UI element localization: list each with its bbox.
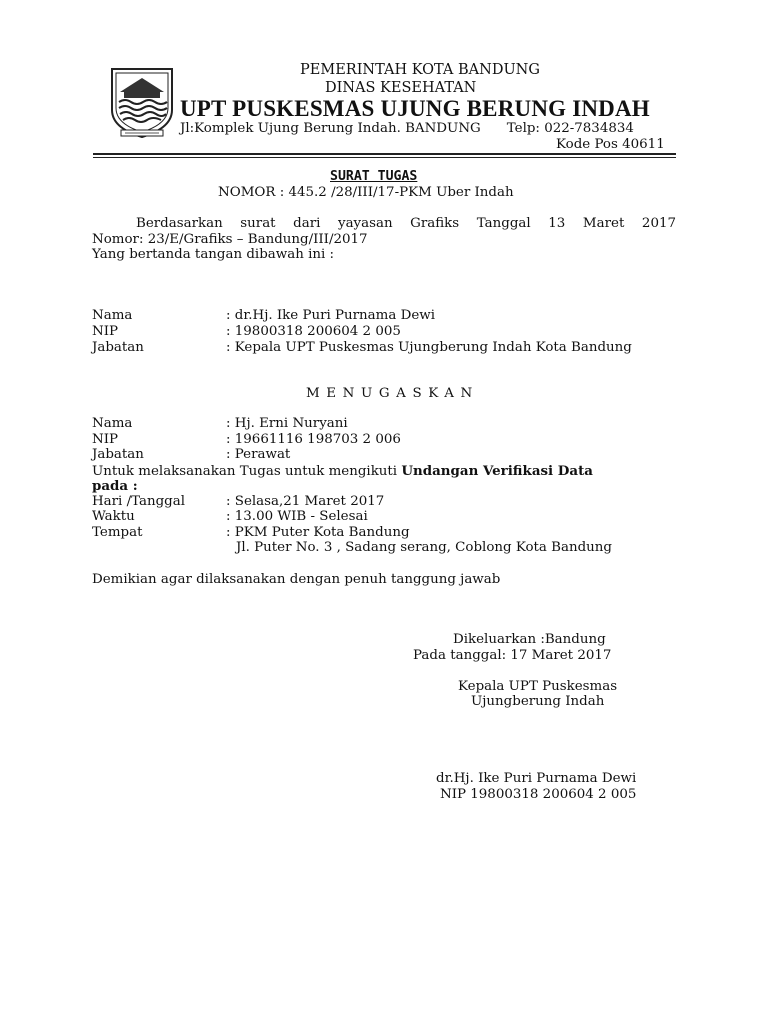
event-date-value: : Selasa,21 Maret 2017 [226, 494, 385, 509]
intro-word: Grafiks [410, 216, 460, 231]
signer-name-value: : dr.Hj. Ike Puri Purnama Dewi [226, 308, 436, 323]
header-phone: Telp: 022-7834834 [506, 121, 634, 136]
header-address: Jl:Komplek Ujung Berung Indah. BANDUNG [180, 121, 481, 136]
signer-nip: NIP 19800318 200604 2 005 [440, 787, 637, 802]
header-postcode: Kode Pos 40611 [556, 137, 665, 152]
header-contact [180, 121, 634, 136]
intro-word: dari [293, 216, 321, 231]
event-time-label: Waktu [92, 509, 135, 524]
issued-place: Dikeluarkan :Bandung [453, 632, 606, 647]
signer-nip-value: : 19800318 200604 2 005 [226, 324, 401, 339]
assign-heading: MENUGASKAN [306, 386, 479, 401]
assignee-position-value: : Perawat [226, 447, 291, 462]
document-title: SURAT TUGAS [330, 169, 418, 184]
city-crest-icon [107, 66, 177, 140]
assignee-nip-value: : 19661116 198703 2 006 [226, 432, 401, 447]
header-divider-thin [93, 157, 676, 158]
event-time-value: : 13.00 WIB - Selesai [226, 509, 368, 524]
intro-word: Berdasarkan [136, 216, 223, 231]
intro-line-1 [92, 216, 676, 232]
intro-word: Tanggal [476, 216, 531, 231]
header-department: DINAS KESEHATAN [325, 80, 477, 96]
task-description [92, 463, 593, 480]
signer-name-label: Nama [92, 308, 133, 323]
task-prefix: Untuk melaksanakan Tugas untuk mengikuti [92, 464, 402, 479]
header-government: PEMERINTAH KOTA BANDUNG [300, 62, 540, 78]
issued-date: Pada tanggal: 17 Maret 2017 [413, 648, 612, 663]
signer-nip-label: NIP [92, 324, 119, 339]
intro-line-3: Yang bertanda tangan dibawah ini : [92, 247, 335, 262]
event-place-value: : PKM Puter Kota Bandung [226, 525, 410, 540]
event-address: Jl. Puter No. 3 , Sadang serang, Coblong Kota Bandung [236, 540, 613, 555]
document-number: NOMOR : 445.2 /28/III/17-PKM Uber Indah [218, 185, 514, 200]
intro-line-2: Nomor: 23/E/Grafiks – Bandung/III/2017 [92, 232, 368, 247]
intro-word: 2017 [641, 216, 676, 231]
header-institution: UPT PUSKESMAS UJUNG BERUNG INDAH [180, 96, 650, 121]
intro-word: surat [240, 216, 276, 231]
signer-position-line-2: Ujungberung Indah [471, 694, 605, 709]
signer-position-line-1: Kepala UPT Puskesmas [458, 679, 618, 694]
intro-word: 13 [548, 216, 566, 231]
signer-name: dr.Hj. Ike Puri Purnama Dewi [436, 771, 637, 786]
intro-word: Maret [582, 216, 625, 231]
signer-position-label: Jabatan [92, 340, 144, 355]
assignee-name-value: : Hj. Erni Nuryani [226, 416, 348, 431]
header-divider-thick [93, 153, 676, 155]
intro-word: yayasan [338, 216, 393, 231]
closing-statement: Demikian agar dilaksanakan dengan penuh tanggung jawab [92, 572, 501, 587]
assignee-position-label: Jabatan [92, 447, 144, 462]
assignee-name-label: Nama [92, 416, 133, 431]
event-date-label: Hari /Tanggal [92, 494, 186, 509]
task-title: Undangan Verifikasi Data [401, 463, 593, 479]
assignee-nip-label: NIP [92, 432, 119, 447]
event-place-label: Tempat [92, 525, 143, 540]
task-title-continuation: pada : [92, 478, 138, 494]
signer-position-value: : Kepala UPT Puskesmas Ujungberung Indah Kota Bandung [226, 340, 632, 355]
